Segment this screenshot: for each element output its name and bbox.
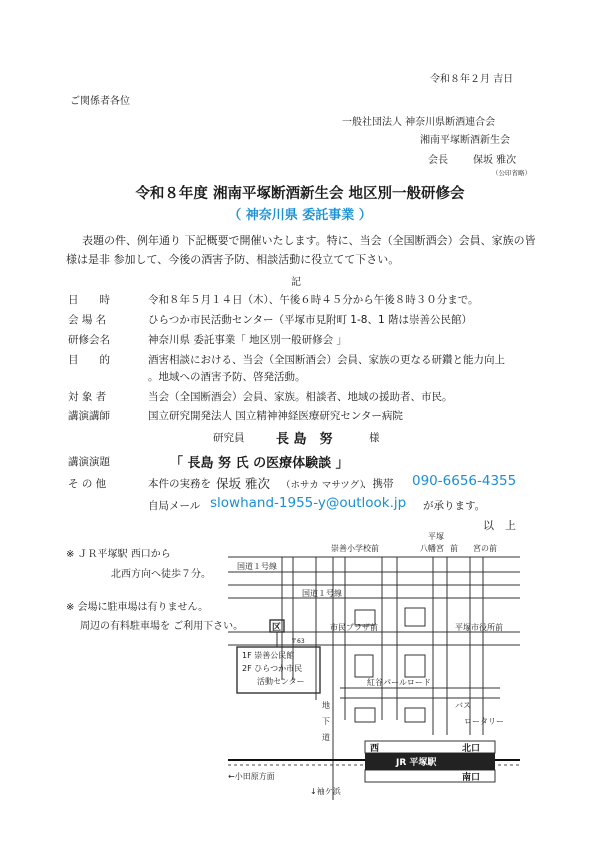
issue-date: 令和８年２月 吉日: [430, 74, 514, 85]
topic-label: 講演演題: [68, 456, 110, 468]
target-label: 対 象 者: [68, 391, 107, 403]
page-title: 令和８年度 湘南平塚断酒新生会 地区別一般研修会: [135, 186, 465, 202]
map-north-exit: 北口: [462, 744, 481, 754]
ki-mark: 記: [291, 277, 301, 288]
course-value: 神奈川県 委託事業「 地区別一般研修会 」: [148, 334, 348, 346]
chair-title: 会長: [428, 155, 448, 166]
other-text-2: 、携帯: [362, 478, 394, 490]
map-venue-1f: 1F 崇善公民館: [242, 651, 295, 660]
block-6: [405, 708, 425, 722]
map-plaza: 市民プラザ前: [330, 623, 378, 632]
topic-value: 「 長島 努 氏 の医療体験談 」: [170, 456, 349, 471]
date-value: 令和８年５月１４日（木）、午後６時４５分から午後８時３０分まで。: [148, 294, 479, 306]
map-underpass-1: 地: [322, 701, 330, 710]
map-postmark: 〒63: [291, 638, 305, 645]
map-rotary: ロータリー: [464, 717, 504, 726]
note-parking-2: 周辺の有料駐車場を ご利用下さい。: [80, 621, 244, 632]
phone-number[interactable]: 090-6656-4355: [412, 473, 517, 489]
map-city-hall: 平塚市役所前: [455, 623, 503, 632]
intro-line-1: 表題の件、例年通り 下記概要で開催いたします。特に、当会（全国断酒会）会員、家族の皆: [82, 234, 536, 247]
lecturer-role: 研究員: [213, 432, 245, 444]
purpose-label: 目 的: [68, 354, 110, 366]
map-route1-top: 国道１号線: [237, 562, 277, 571]
intro-line-2: 様は是非 参加して、今後の酒害予防、相談活動に役立てて下さい。: [66, 253, 400, 266]
addressee: ご関係者各位: [70, 96, 130, 107]
block-2: [405, 608, 425, 626]
block-3: [355, 655, 373, 677]
other-label: そ の 他: [68, 478, 107, 490]
org-group: 湘南平塚断酒新生会: [420, 135, 510, 146]
block-5: [355, 708, 375, 722]
note-walk-2: 北西方向へ徒歩７分。: [111, 569, 211, 580]
map-underpass-3: 道: [322, 733, 330, 742]
email-suffix: が承ります。: [423, 500, 486, 512]
venue-value: ひらつか市民活動センター（平塚市見附町 1-8、1 階は崇善公民館）: [148, 314, 472, 326]
map-south-exit: 南口: [462, 773, 481, 783]
map-odawara: ←小田原方面: [228, 772, 275, 781]
email-label: 自局メール: [148, 500, 201, 512]
note-walk-1: ※ ＪＲ平塚駅 西口から: [66, 549, 171, 560]
map-station: JR 平塚駅: [396, 758, 437, 768]
map-sodegahama: ↓袖ケ浜: [310, 787, 341, 796]
lecturer-label: 講演講師: [68, 410, 110, 422]
lecturer-honorific: 様: [369, 432, 380, 444]
date-label: 日 時: [68, 294, 110, 306]
chair-name: 保坂 雅次: [473, 155, 517, 166]
map-hachiman-mae: 前: [450, 544, 458, 553]
lecturer-name: 長 島 努: [276, 432, 333, 447]
map-route1-mid: 国道１号線: [302, 589, 342, 598]
map-miyamae: 宮の前: [473, 544, 497, 553]
map-venue-2f: 2F ひらつか市民: [242, 664, 303, 673]
email-address[interactable]: slowhand-1955-y@outlook.jp: [210, 495, 407, 511]
contact-kana: （ホサカ マサツグ）: [281, 480, 369, 491]
purpose-value-2: 。地域への酒害予防、啓発活動。: [148, 371, 306, 383]
contact-person: 保坂 雅次: [216, 476, 270, 491]
map-west-exit: 西: [370, 744, 380, 754]
block-4: [405, 655, 425, 677]
org-federation: 一般社団法人 神奈川県断酒連合会: [342, 117, 496, 128]
map-school: 崇善小学校前: [331, 544, 379, 553]
map-venue-center: 活動センター: [257, 677, 305, 686]
end-mark: 以 上: [483, 519, 516, 532]
venue-label: 会 場 名: [68, 314, 107, 326]
map-underpass-2: 下: [322, 717, 330, 726]
purpose-value-1: 酒害相談における、当会（全国断酒会）会員、家族の更なる研鑽と能力向上: [148, 354, 505, 366]
lecturer-org: 国立研究開発法人 国立精神神経医療研究センター病院: [148, 410, 403, 422]
map-venue-mark: 区: [272, 623, 282, 633]
note-parking-1: ※ 会場に駐車場は有りません。: [66, 602, 209, 613]
seal-note: （公印省略）: [492, 169, 531, 177]
target-value: 当会（全国断酒会）会員、家族。相談者、地域の援助者、市民。: [148, 391, 453, 403]
course-label: 研修会名: [68, 334, 110, 346]
map-beniya-road: 紅谷パールロード: [367, 678, 431, 687]
map-hachiman: 八幡宮: [420, 544, 444, 553]
other-text-1: 本件の実務を: [148, 478, 211, 490]
map-hiratsuka: 平塚: [428, 532, 444, 541]
page-subtitle: （ 神奈川県 委託事業 ）: [228, 208, 372, 223]
map-bus: バス: [455, 701, 471, 710]
